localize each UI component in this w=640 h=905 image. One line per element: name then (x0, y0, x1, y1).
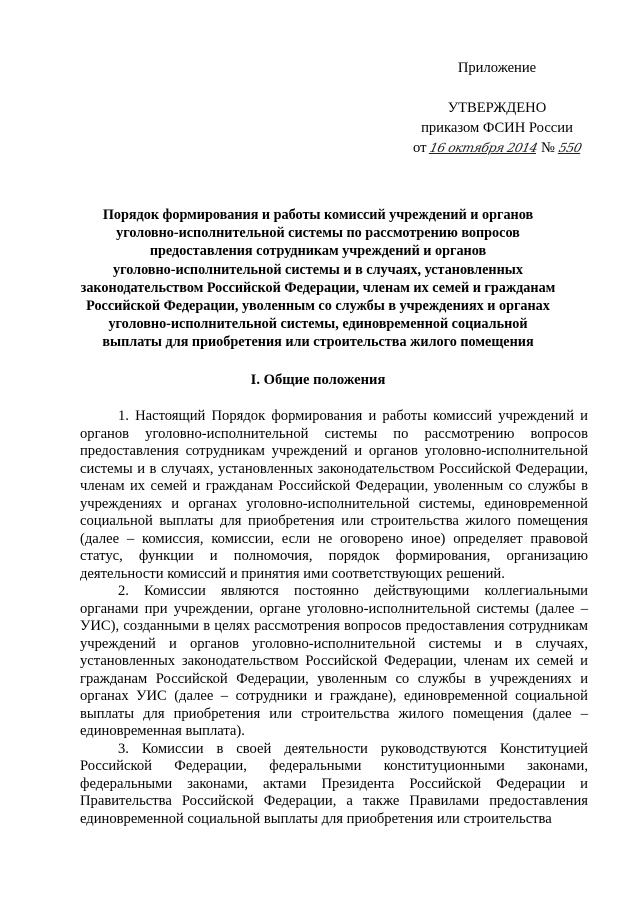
date-number-line (392, 138, 602, 158)
paragraph-1: 1. Настоящий Порядок формирования и работы комиссий учреждений и органов уголовно-исполнительной системы по рассмотрению вопросов предоставления сотрудникам учреждений и органов уголовно-исполнительной системы и в случаях, установленных законодательством Российской Федерации, членам их семей и гражданам Российской Федерации, уволенным со службы в учреждениях и органах уголовно-исполнительной системы, единовременной социальной выплаты для приобретения или строительства жилого помещения (далее – комиссия, комиссии, если не оговорено иное) определяет правовой статус, функции и полномочия, порядок формирования, организацию деятельности комиссий и принятия ими соответствующих решений. (80, 408, 588, 582)
section-heading: I. Общие положения (250, 372, 386, 388)
body-text (80, 408, 588, 828)
approval-block (392, 58, 602, 158)
handwritten-date: 16 октября 2014 (428, 140, 540, 155)
title-line: уголовно-исполнительной системы и в случаях, установленных (113, 261, 523, 278)
title-line: выплаты для приобретения или строительства жилого помещения (102, 334, 534, 351)
title-line: Российской Федерации, уволенным со службы в учреждениях и органах (86, 298, 550, 315)
document-title (78, 206, 558, 352)
order-label: приказом ФСИН России (421, 120, 573, 136)
paragraph-3: 3. Комиссии в своей деятельности руководствуются Конституцией Российской Федерации, федеральными конституционными законами, федеральными законами, актами Президента Российской Федерации и Правительства Российской Федерации, а также Правилами предоставления единовременной социальной выплаты для приобретения или строительства (80, 740, 588, 827)
approved-label: УТВЕРЖДЕНО (447, 100, 547, 116)
handwritten-number: 550 (557, 140, 583, 155)
number-prefix: № (541, 140, 555, 156)
title-line: законодательством Российской Федерации, членам их семей и гражданам (80, 279, 556, 296)
title-line: Порядок формирования и работы комиссий учреждений и органов (102, 207, 534, 223)
title-line: уголовно-исполнительной системы, единовременной социальной (108, 316, 528, 333)
from-prefix: от (413, 140, 427, 156)
title-line: уголовно-исполнительной системы по рассмотрению вопросов (116, 225, 520, 242)
title-line: предоставления сотрудникам учреждений и органов (149, 243, 487, 260)
annex-label: Приложение (457, 60, 537, 76)
paragraph-2: 2. Комиссии являются постоянно действующими коллегиальными органами при учреждении, органе уголовно-исполнительной системы (далее – УИС), созданными в целях рассмотрения вопросов предоставления сотрудникам учреждений и органов уголовно-исполнительной системы и в случаях, установленных законодательством Российской Федерации, членам их семей и гражданам Российской Федерации, уволенным со службы в учреждениях и органах УИС (далее – сотрудники и граждане), единовременной социальной выплаты для приобретения или строительства жилого помещения (далее – единовременная выплата). (80, 583, 588, 739)
